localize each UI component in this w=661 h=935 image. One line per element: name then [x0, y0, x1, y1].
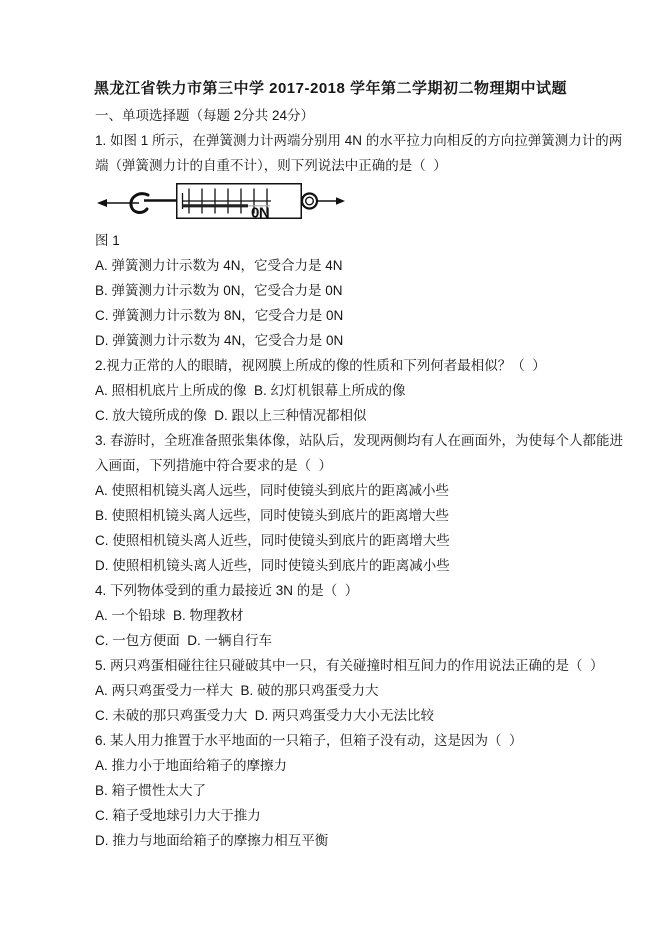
- q1-option-c: C. 弹簧测力计示数为 8N，它受合力是 0N: [95, 308, 344, 323]
- exam-title: 黑龙江省铁力市第三中学 2017-2018 学年第二学期初二物理期中试题: [93, 80, 568, 97]
- ring-icon: [302, 194, 317, 209]
- figure-spring-scale: [95, 178, 661, 228]
- q3-option-a: A. 使照相机镜头离人远些，同时使镜头到底片的距离减小些: [95, 483, 450, 498]
- q1-stem-line-2: 端（弹簧测力计的自重不计），则下列说法中正确的是（ ）: [95, 158, 447, 173]
- section-heading: 一、单项选择题（每题 2分共 24分）: [95, 108, 315, 123]
- spring-scale-diagram: [96, 181, 346, 227]
- q3-stem-line-2: 入画面，下列措施中符合要求的是（ ）: [95, 458, 333, 473]
- q2-stem-line-1: 2.视力正常的人的眼睛，视网膜上所成的像的性质和下列何者最相似？（ ）: [95, 358, 546, 373]
- q6-option-b: B. 箱子惯性太大了: [95, 783, 207, 798]
- scale-reading: 0N: [251, 204, 270, 222]
- q6-option-c: C. 箱子受地球引力大于推力: [95, 808, 261, 823]
- q6-stem-line-1: 6. 某人用力推置于水平地面的一只箱子，但箱子没有动，这是因为（ ）: [95, 733, 523, 748]
- q1-option-b: B. 弹簧测力计示数为 0N，它受合力是 0N: [95, 283, 343, 298]
- q4-options-cd: C. 一包方便面 D. 一辆自行车: [95, 633, 273, 648]
- q2-options-ab: A. 照相机底片上所成的像 B. 幻灯机银幕上所成的像: [95, 383, 406, 398]
- q6-option-a: A. 推力小于地面给箱子的摩擦力: [95, 758, 288, 773]
- q6-option-d: D. 推力与地面给箱子的摩擦力相互平衡: [95, 833, 329, 848]
- figure-caption: 图 1: [95, 233, 120, 248]
- q1-stem-line-1: 1. 如图 1 所示，在弹簧测力计两端分别用 4N 的水平拉力向相反的方向拉弹簧测力计的两: [95, 133, 623, 148]
- q1-option-d: D. 弹簧测力计示数为 4N，它受合力是 0N: [95, 333, 344, 348]
- right-arrow-icon: [318, 197, 346, 205]
- exam-body: [0, 103, 661, 853]
- q4-stem-line-1: 4. 下列物体受到的重力最接近 3N 的是（ ）: [95, 583, 359, 598]
- q3-stem-line-1: 3. 春游时，全班准备照张集体像，站队后，发现两侧均有人在画面外，为使每个人都能进: [95, 433, 624, 448]
- q1-option-a: A. 弹簧测力计示数为 4N，它受合力是 4N: [95, 258, 343, 273]
- q3-option-c: C. 使照相机镜头离人近些，同时使镜头到底片的距离增大些: [95, 533, 450, 548]
- q3-option-b: B. 使照相机镜头离人远些，同时使镜头到底片的距离增大些: [95, 508, 450, 523]
- q5-options-cd: C. 未破的那只鸡蛋受力大 D. 两只鸡蛋受力大小无法比较: [95, 708, 435, 723]
- q5-stem-line-1: 5. 两只鸡蛋相碰往往只碰破其中一只，有关碰撞时相互间力的作用说法正确的是（ ）: [95, 658, 604, 673]
- q3-option-d: D. 使照相机镜头离人近些，同时使镜头到底片的距离减小些: [95, 558, 450, 573]
- q2-options-cd: C. 放大镜所成的像 D. 跟以上三种情况都相似: [95, 408, 367, 423]
- q4-options-ab: A. 一个铅球 B. 物理教材: [95, 608, 244, 623]
- q5-options-ab: A. 两只鸡蛋受力一样大 B. 破的那只鸡蛋受力大: [95, 683, 379, 698]
